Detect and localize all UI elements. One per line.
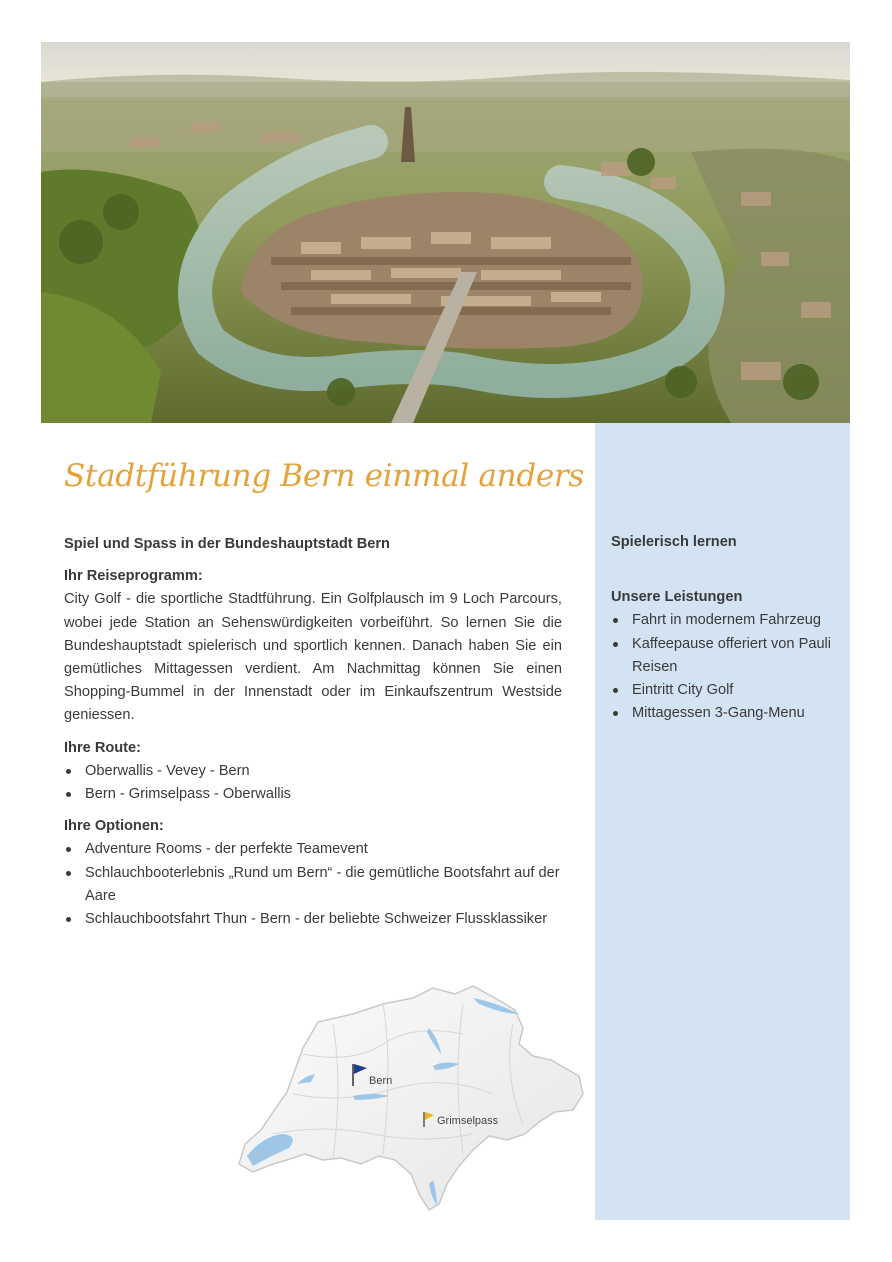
list-item: Oberwallis - Vevey - Bern	[64, 760, 562, 783]
subtitle: Spiel und Spass in der Bundeshauptstadt Bern	[64, 536, 390, 552]
list-item: Bern - Grimselpass - Oberwallis	[64, 783, 562, 806]
list-item: Kaffeepause offeriert von Pauli Reisen	[611, 633, 836, 679]
program-heading: Ihr Reiseprogramm:	[64, 568, 203, 585]
options-list	[64, 838, 562, 931]
page-title: Stadtführung Bern einmal anders	[64, 458, 585, 494]
sidebar-content	[611, 531, 836, 725]
program-text: City Golf - die sportliche Stadtführung. Ein Golfplausch im 9 Loch Parcours, wobei jede Station an Sehenswürdigkeiten vorbeiführt. So lernen Sie die Bundeshauptstadt spielerisch und sportlich kennen. Danach haben Sie ein gemütliches Mittagessen verdient. Am Nachmittag können Sie einen Shopping-Bummel in der Innenstadt oder im Einkaufszentrum Westside geniessen.	[64, 591, 562, 724]
switzerland-outline	[239, 986, 583, 1210]
list-item: Schlauchbootsfahrt Thun - Bern - der beliebte Schweizer Flussklassiker	[64, 908, 562, 931]
list-item: Eintritt City Golf	[611, 679, 836, 702]
services-list	[611, 609, 836, 725]
route-heading: Ihre Route:	[64, 739, 142, 756]
map-label-grimselpass: Grimselpass	[437, 1115, 499, 1127]
main-content	[64, 533, 562, 931]
options-heading: Ihre Optionen:	[64, 818, 164, 835]
hero-photo-bern	[41, 42, 850, 423]
list-item: Adventure Rooms - der perfekte Teamevent	[64, 838, 562, 861]
sidebar-tagline: Spielerisch lernen	[611, 534, 737, 550]
route-list	[64, 760, 562, 806]
list-item: Mittagessen 3-Gang-Menu	[611, 702, 836, 725]
services-heading: Unsere Leistungen	[611, 589, 743, 606]
switzerland-map	[233, 984, 588, 1220]
list-item: Schlauchbooterlebnis „Rund um Bern“ - die gemütliche Bootsfahrt auf der Aare	[64, 862, 562, 908]
map-label-bern: Bern	[369, 1075, 393, 1087]
list-item: Fahrt in modernem Fahrzeug	[611, 609, 836, 632]
